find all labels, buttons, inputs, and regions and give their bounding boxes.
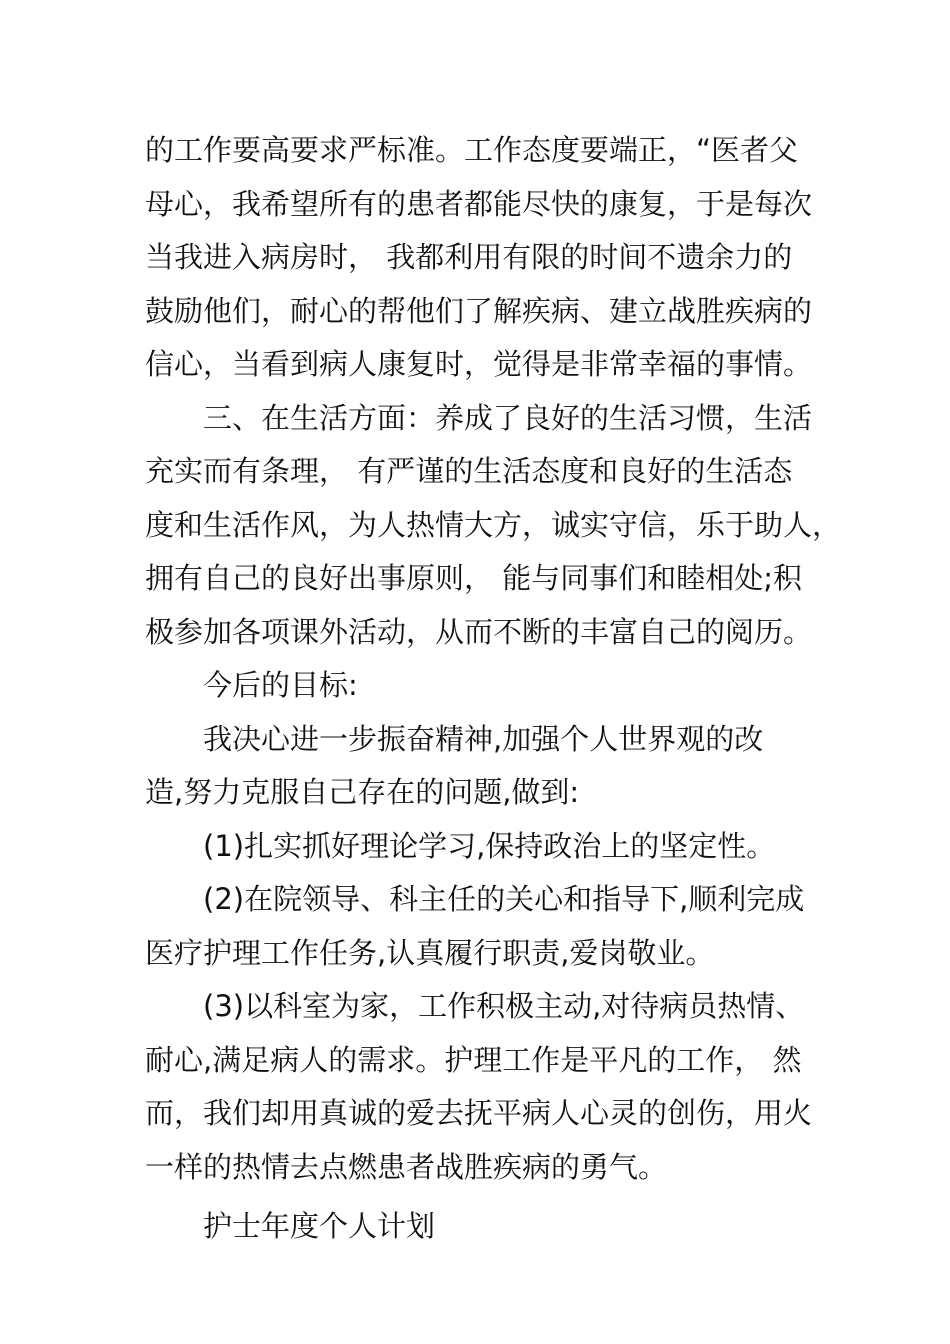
list-item-3: (3)以科室为家，工作积极主动,对待病员热情、 (203, 989, 805, 1023)
list-item-2: (2)在院领导、科主任的关心和指导下,顺利完成 (203, 882, 805, 916)
text-line-10: 极参加各项课外活动，从而不断的丰富自己的阅历。 (145, 614, 813, 649)
text-line-19: 而，我们却用真诚的爱去抚平病人心灵的创伤，用火 (145, 1096, 813, 1130)
text-line-6: 三、在生活方面：养成了良好的生活习惯，生活 (203, 400, 813, 435)
text-line-5: 信心，当看到病人康复时，觉得是非常幸福的事情。 (145, 347, 813, 381)
text-line-8: 度和生活作风，为人热情大方，诚实守信，乐于助人， (145, 507, 842, 542)
text-line-1: 的工作要高要求严标准。工作态度要端正，“医者父 (145, 133, 799, 167)
text-line-3: 当我进入病房时， 我都利用有限的时间不遗余力的 (145, 240, 793, 274)
section-heading-goals: 今后的目标: (203, 668, 358, 702)
text-line-20: 一样的热情去点燃患者战胜疾病的勇气。 (145, 1149, 668, 1184)
text-line-12: 我决心进一步振奋精神,加强个人世界观的改 (203, 721, 764, 756)
text-line-2: 母心，我希望所有的患者都能尽快的康复，于是每次 (145, 186, 813, 221)
text-line-18: 耐心,满足病人的需求。护理工作是平凡的工作， 然 (145, 1042, 802, 1077)
list-item-1: (1)扎实抓好理论学习,保持政治上的坚定性。 (203, 828, 776, 863)
text-line-13: 造,努力克服自己存在的问题,做到: (145, 775, 580, 809)
text-line-16: 医疗护理工作任务,认真履行职责,爱岗敬业。 (145, 935, 715, 970)
text-line-9: 拥有自己的良好出事原则， 能与同事们和睦相处;积 (145, 561, 802, 595)
text-line-7: 充实而有条理， 有严谨的生活态度和良好的生活态 (145, 454, 793, 488)
document-body (145, 124, 842, 1254)
text-line-4: 鼓励他们，耐心的帮他们了解疾病、建立战胜疾病的 (145, 293, 813, 328)
section-heading-plan: 护士年度个人计划 (203, 1209, 436, 1243)
